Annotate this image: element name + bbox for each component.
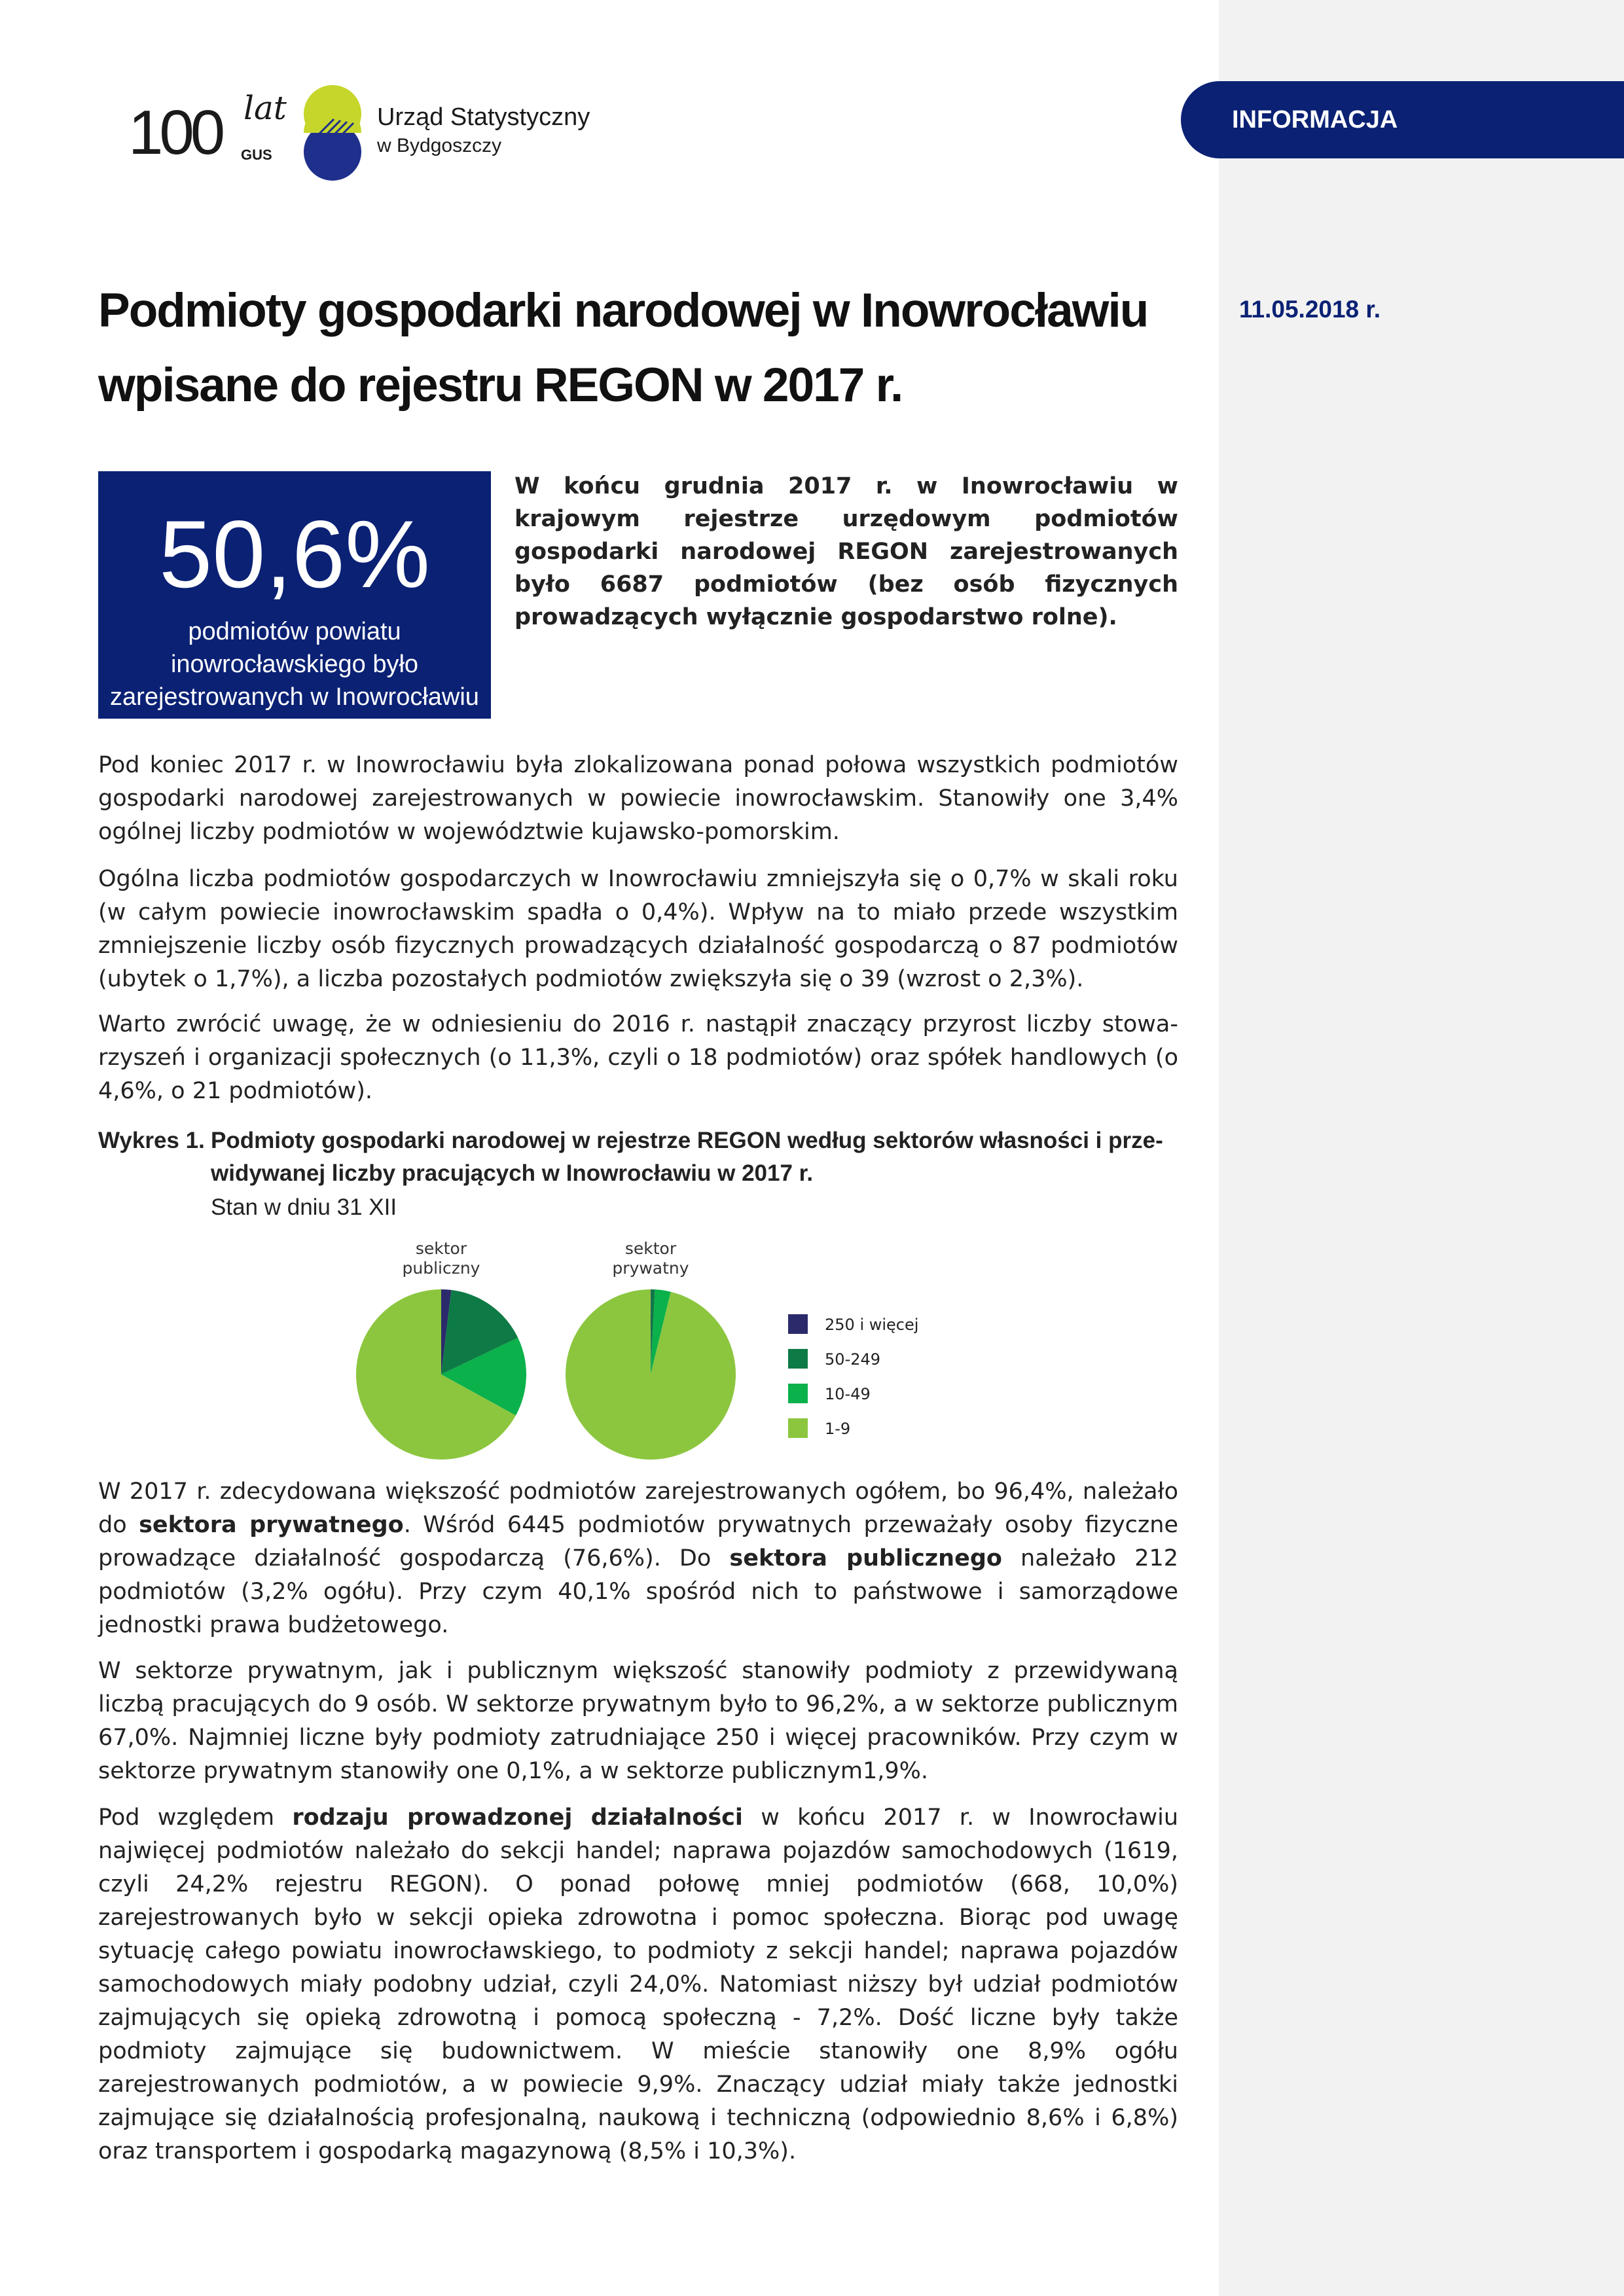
information-badge: INFORMACJA [1181,81,1624,158]
legend-label-2: 50-249 [825,1350,881,1369]
paragraph-1: Pod koniec 2017 r. w Inowrocławiu była zlokalizowana ponad połowa wszystkich podmiotów gospodarki narodowej zarejestrowanych w powiecie inowrocławskim. Stanowiły one 3,4% ogólnej liczby podmiotów w województwie kujawsko-pomorskim. [98,752,1178,845]
legend-swatch-4 [788,1418,808,1438]
logo-hundred: 100 [128,98,222,168]
office-emblem-icon [300,84,365,181]
legend-swatch-3 [788,1384,808,1403]
pie-title-s2-line1: sektor [624,1239,677,1258]
sector-pie-chart [327,1230,982,1479]
paragraph-2: Ogólna liczba podmiotów gospodarczych w Inowrocławiu zmniejszyła się o 0,7% w skali roku (w całym powiecie inowrocławskim spadła o 0,4%). Wpływ na to miało przede wszystkim zmniejszenie liczby osób fizycznych prowadzących działalność gospodarczą o 87 podmiotów (ubytek o 1,7%), a liczba pozostałych podmiotów zwiększyła się o 39 (wzrost o 2,3%). [98,866,1178,992]
key-stat-caption: podmiotów powiatu inowrocławskiego było zarejestrowanych w Inowrocławiu [110,618,479,711]
office-name-line2: w Bydgoszczy [377,135,502,156]
publication-date: 11.05.2018 r. [1239,296,1381,323]
pie-title-s1-line1: sektor [415,1239,467,1258]
paragraph-6-text-2: w końcu 2017 r. w Inowrocławiu najwięcej podmiotów należało do sekcji handel; naprawa pojazdów samochodowych (1619, czyli 24,2% rejestru REGON). O ponad połowę mniej podmiotów (668, 10,0%) zarejestrowanych było w sekcji opieka zdrowotna i pomoc społeczna. Biorąc pod uwagę sytuację całego powiatu inowrocławskiego, to podmioty z sekcji handel; naprawa pojazdów samochodowych miały podobny udział, czyli 24,0%. Natomiast niższy był udział podmiotów zajmujących się opieką zdrowotną i pomocą społeczną - 7,2%. Dość liczne były także podmioty zajmujące się budownictwem. W mieście stanowiły one 8,9% ogółu zarejestrowanych podmiotów, a w powiecie 9,9%. Znaczący udział miały także jednostki zajmujące się działalnością profesjonalną, naukową i techniczną (odpowiednio 8,6% i 6,8%) oraz transportem i gospodarką magazynową (8,5% i 10,3%). [98,1804,1179,2164]
legend-label-3: 10-49 [825,1385,871,1403]
legend-swatch-1 [788,1314,808,1334]
key-stat-box [98,471,491,719]
chart-title: Podmioty gospodarki narodowej w rejestrze REGON według sektorów własności i przewidywanej liczby pracujących w Inowrocławiu w 2017 r. [211,1128,1163,1186]
paragraph-6-text-1: Pod względem [98,1804,293,1831]
chart-label: Wykres 1. [98,1128,205,1153]
paragraph-4-text-1: W 2017 r. zdecydowana większość podmiotów zarejestrowanych ogółem, bo 96,4%, należało do [98,1479,1178,1538]
lead-paragraph: W końcu grudnia 2017 r. w Inowrocławiu w krajowym rejestrze urzędowym podmiotów gospodarki narodowej REGON zarejestrowanych było 6687 podmiotów (bez osób fizycznych prowadzących wyłącznie gospodarstwo rolne). [514,473,1178,630]
paragraph-4-bold-1: sektora prywatnego [139,1512,404,1538]
paragraph-4 [98,1475,1178,1642]
paragraph-4-text-2: . Wśród 6445 podmiotów prywatnych przeważały osoby fizyczne prowadzące działalność gospodarczą (76,6%). Do [98,1512,1178,1571]
page-title: Podmioty gospodarki narodowej w Inowrocławiu wpisane do rejestru REGON w 2017 r. [98,284,1148,412]
legend-label-1: 250 i więcej [825,1316,919,1334]
paragraph-6 [98,1801,1178,2168]
paragraph-4-bold-2: sektora publicznego [729,1545,1002,1571]
legend-swatch-2 [788,1349,808,1369]
logo-lat: lat [244,89,287,127]
chart-subtitle: Stan w dniu 31 XII [211,1194,397,1220]
paragraph-4-text-3: należało 212 podmiotów (3,2% ogółu). Przy czym 40,1% spośród nich to państwowe i samorządowe jednostki prawa budżetowego. [98,1545,1178,1638]
pie-slice-s2-4 [566,1289,736,1460]
sidebar-panel [1219,0,1624,2296]
gus-logo [128,84,626,182]
key-stat-value: 50,6% [159,501,430,607]
logo-gus: GUS [241,147,272,163]
legend-label-4: 1-9 [825,1420,851,1438]
office-name-line1: Urząd Statystyczny [377,103,590,131]
paragraph-5: W sektorze prywatnym, jak i publicznym większość stanowiły podmioty z przewidywaną liczbą pracujących do 9 osób. W sektorze prywatnym było to 96,2%, a w sektorze publicznym 67,0%. Najmniej liczne były podmioty zatrudniające 250 i więcej pracowników. Przy czym w sektorze prywatnym stanowiły one 0,1%, a w sektorze publicznym1,9%. [98,1658,1178,1784]
pie-title-s2-line2: prywatny [612,1259,689,1278]
paragraph-3: Warto zwrócić uwagę, że w odniesieniu do 2016 r. nastąpił znaczący przyrost liczby stowarzyszeń i organizacji społecznych (o 11,3%, czyli o 18 podmiotów) oraz spółek handlowych (o 4,6%, o 21 podmiotów). [98,1011,1178,1104]
pie-title-s1-line2: publiczny [402,1259,480,1278]
paragraph-6-bold-1: rodzaju prowadzonej działalności [292,1804,743,1831]
